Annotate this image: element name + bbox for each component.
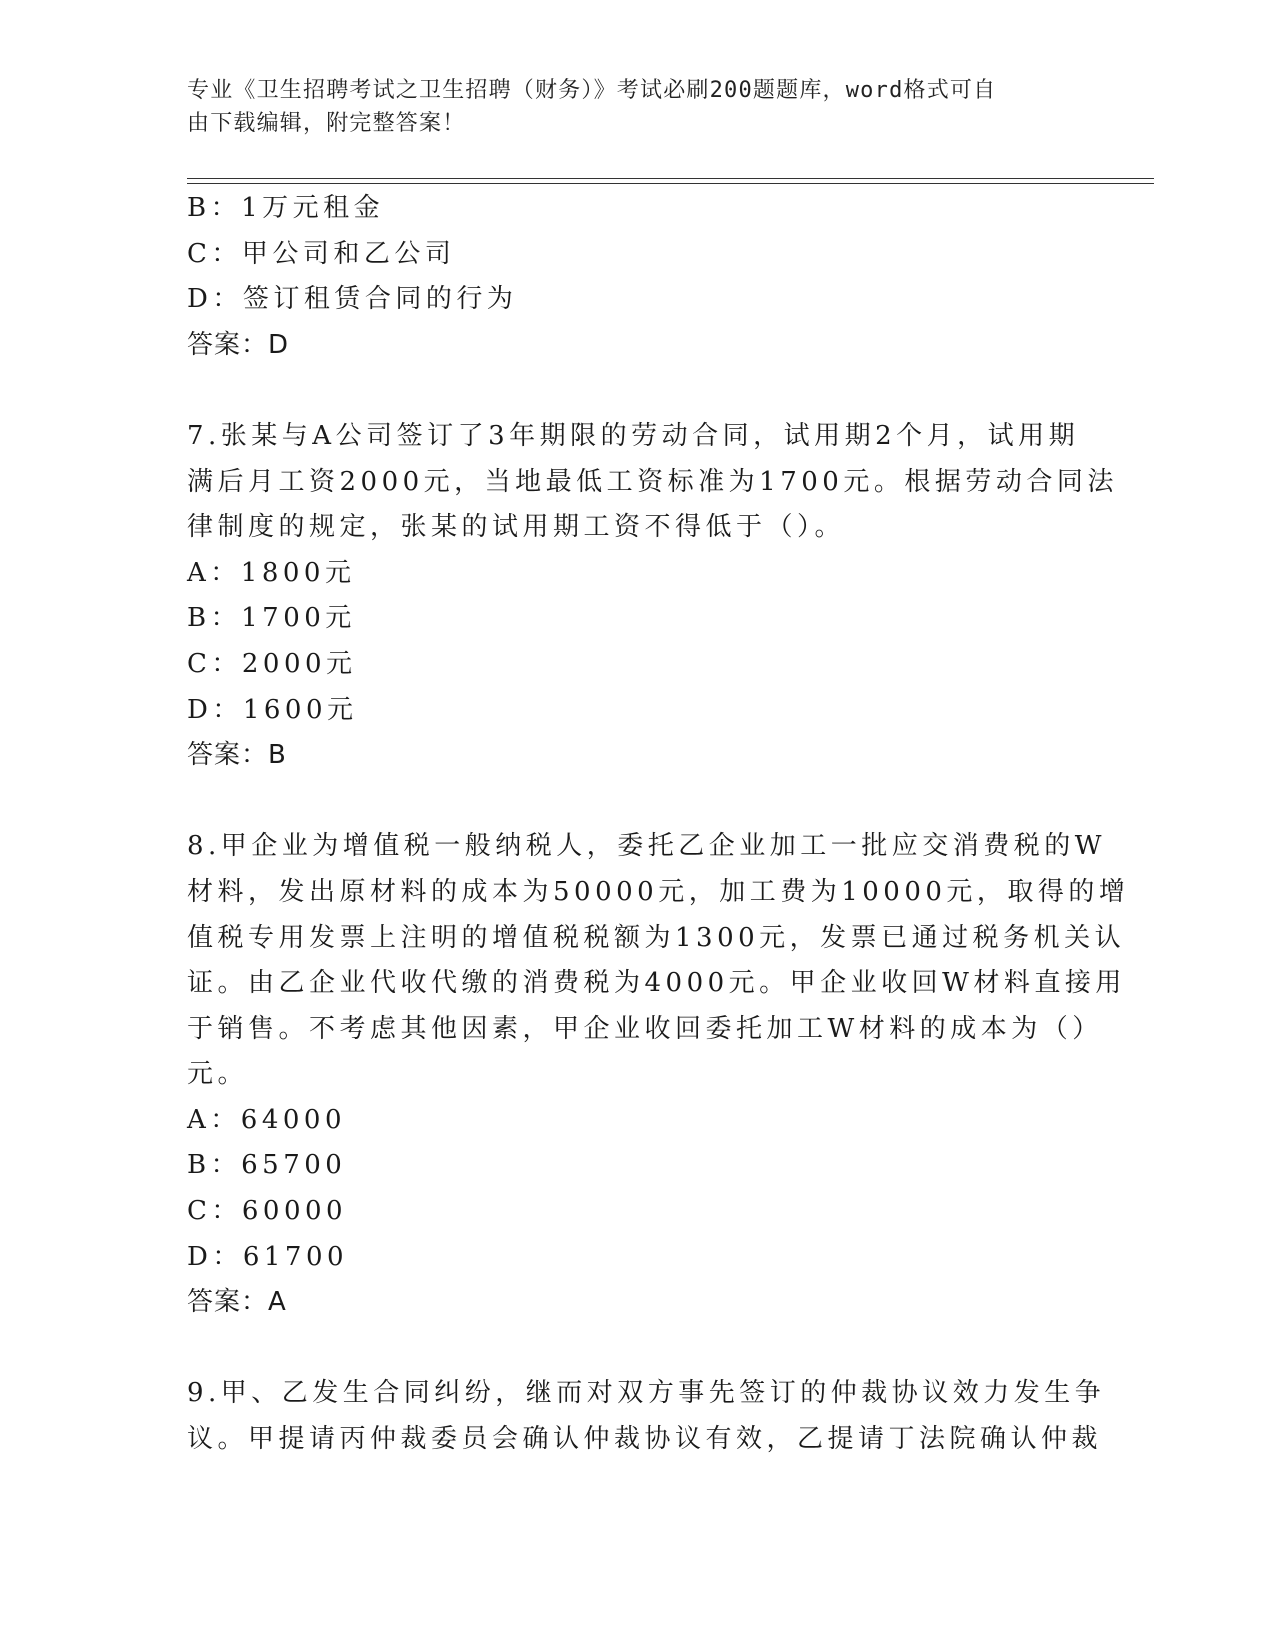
- header-rule-bottom: [187, 183, 1154, 184]
- page-header: [187, 74, 1067, 140]
- answer-line: 答案：B: [187, 740, 287, 771]
- question-text-line: 材料，发出原材料的成本为50000元，加工费为10000元，取得的增: [187, 876, 1130, 907]
- document-body: [187, 186, 1130, 1463]
- option-line: B：65700: [187, 1150, 347, 1181]
- header-rule-top: [187, 178, 1154, 179]
- option-line: B：1万元租金: [187, 193, 385, 223]
- question-text-line: 于销售。不考虑其他因素，甲企业收回委托加工W材料的成本为（）: [187, 1013, 1103, 1044]
- paragraph-spacer: [187, 368, 1087, 414]
- question-text-line: 证。由乙企业代收代缴的消费税为4000元。甲企业收回W材料直接用: [187, 968, 1126, 999]
- option-line: C：2000元: [187, 648, 357, 679]
- question-text-line: 7.张某与A公司签订了3年期限的劳动合同，试用期2个月，试用期: [187, 420, 1080, 451]
- question-text-line: 8.甲企业为增值税一般纳税人，委托乙企业加工一批应交消费税的W: [187, 831, 1107, 862]
- paragraph-spacer: [187, 1326, 1087, 1372]
- question-text-line: 满后月工资2000元，当地最低工资标准为1700元。根据劳动合同法: [187, 466, 1118, 497]
- question-text-line: 议。甲提请丙仲裁委员会确认仲裁协议有效，乙提请丁法院确认仲裁: [187, 1424, 1103, 1455]
- header-title-line-1: 专业《卫生招聘考试之卫生招聘（财务）》考试必刷200题题库，word格式可自: [187, 78, 997, 103]
- option-line: A：64000: [187, 1104, 346, 1135]
- question-text-line: 值税专用发票上注明的增值税税额为1300元，发票已通过税务机关认: [187, 922, 1126, 953]
- option-line: D：签订租赁合同的行为: [187, 284, 518, 315]
- option-line: B：1700元: [187, 603, 356, 634]
- option-line: D：1600元: [187, 694, 358, 725]
- question-text-line: 9.甲、乙发生合同纠纷，继而对双方事先签订的仲裁协议效力发生争: [187, 1378, 1106, 1409]
- header-title-line-2: 由下载编辑，附完整答案！: [187, 111, 466, 136]
- answer-line: 答案：D: [187, 329, 290, 360]
- paragraph-spacer: [187, 779, 1087, 825]
- question-text-line: 元。: [187, 1059, 249, 1090]
- option-line: D：61700: [187, 1241, 349, 1272]
- option-line: C：甲公司和乙公司: [187, 238, 456, 269]
- answer-line: 答案：A: [187, 1287, 287, 1318]
- option-line: C：60000: [187, 1196, 348, 1227]
- option-line: A：1800元: [187, 557, 356, 588]
- question-text-line: 律制度的规定，张某的试用期工资不得低于（）。: [187, 512, 846, 543]
